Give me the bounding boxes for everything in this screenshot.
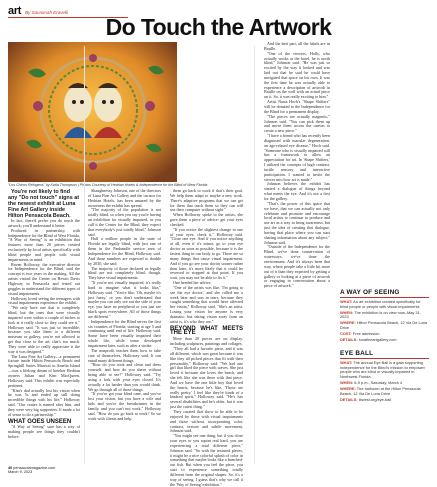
paragraph: And the best part, all the labels are in Braille. [264,41,330,51]
sidebar-link[interactable]: DETAILS: lunafineartgallery.com [340,337,397,343]
sidebar-line: WHERE: The ballroom at the Hilton Pensacola Beach, 12 Via De Luna Drive [340,386,421,396]
sidebar-line: WHAT: The annual Eye Ball is a gala supporting Independence for the Blind's mission to empower people who are blind or visually impaired in Northwest Florida [340,360,425,380]
artwork-illustration [8,42,177,182]
page-number: 40 [8,466,13,470]
paragraph: "If you notice the slightest change in one of your eyes, check it," Holloway said. "Close one eye. And if you notice anything at all, even if it's minor, go to your eye doctor as soon as possible, because it is the fastest thing in our body to go. There are so many things that cause visual impairment. And if you go see your doctor sooner rather than later, it's more likely that it could be reversed or stopped at that point. If you wait, you may not be able to fix it." [170,226,243,281]
sidebar-line: COST: Free admission [340,331,380,337]
photo-caption: "Los Chicos Refugeos" by Katia Thompson | Photos Courtesy of Hedrian Hotels & Independence for the Blind of West Florida [8,183,208,187]
event-sidebar [340,289,429,404]
subheading: BEYOND WHAT MEETS THE EYE [170,325,243,337]
column-3 [170,189,243,487]
paragraph: "I have a friend who has recently been diagnosed with macular degeneration, an age-related eye disease," Hoch said. "Someone who is visually impaired still has a framework to allow an appreciation for art. In 'Shape Shifters,' I utilized the concepts of high contrast, tactile sensory and interactive participation. I wanted to invite the viewer into how art is made." [264,133,330,182]
paragraph: "The majority of the population is not totally blind, so when you say you're having an exhibition for visually impaired, or you call it the Center for the Blind, they expect that everybody's just totally blind," Johnson said. [88,207,161,237]
section-label: art [8,5,22,17]
paragraph: Raven Holloway, the executive director for Independence for the Blind, said the concept is two years in the making. All the artists visited the Center on Hewitt Davis Highway in Pensacola and tested out goggles to understand the different types of visual impairments. [8,261,80,296]
paragraph: them go back to work if that's their goal. We help them adapt to maybe a new work. There's adaptive programs that we can get for them that teach them so they can still use their computer without sight." [170,188,243,213]
paragraph: The nonprofit teaches them how to take care of themselves, Holloway said. It can entail many different things. [88,347,161,363]
paragraph: Half a million people in the state of Florida are legally blind, with just one of them in the Panhandle service area of Independence for the Blind, Holloway said. And those numbers are expected to double by 2030, she said. [88,236,161,266]
lead-paragraph: You're not likely to find any "Do not touch" signs at the newest exhibit at Luna Fine Art Gallery inside Hilton Pensacola Beach. [8,189,79,219]
sidebar-line: WHAT: An art exhibition created specifically for blind people or people with visual impairments [340,299,421,309]
paragraph: "That's the power of this space that we have, that we can actually not only celebrate and promote and encourage local artists to continue to produce and use art as a way to bring awareness, but just the idea of creating that dialogue, having that place where you can start sharing information about any subject," Johnson said. [264,200,330,245]
paragraph: "The pieces are actually magnetic," Johnson said. "You can pick them up and move them across the canvas to create a new piece." [264,113,330,134]
paragraph: "We only have one that is completely blind, but the ones that were visually impaired were within a couple of inches to look at it really close so they could see it," Holloway said. "It was just so incredible, because you take them to a different museum or gallery, you're not allowed to get that close to the art; that's too much. They were able to really appreciate it the way it was designed." [8,305,80,354]
paragraph: More than 20 pieces are on display, including sculptures, paintings and collages. [170,336,243,347]
sidebar-line: WHERE: Hilton Pensacola Beach, 12 Via De Luna Drive [340,320,428,330]
issue-date: March 9, 2023 [8,470,33,475]
sidebar-line: WHEN: The exhibition is on view now–May 31, 2023 [340,309,421,320]
paragraph: "If you've got your blind cane, and you've lost your vision, but you have a wife and kids and you're the breadwinner in the family, and you can't not work," Holloway said. "How do you go back to work? So we work with clients and help [88,391,161,421]
publication-url: pensacolamagazine.com [13,466,56,470]
column-divider [254,46,255,464]
paragraph: "They all had a favorite piece, and it was all different, which was great because it was like they all picked pieces that fit with their personality," Holloway said. "We had one girl that liked the piece with waves. She just loved it because she loves the beach, and she felt like she was there with that piece. And we have the one little boy that loved the hearts, because he's like, 'Those are really pretty.' I feel like they're kinds of a kindred spirit," Holloway said. "He's has several disabilities and he's older, but it was just the cutest thing." [170,346,243,410]
page-footer [8,466,55,475]
paragraph: When Holloway spoke to the artists, she gave them a piece of advice: get your eyes checked. [170,212,243,227]
paragraph: "One of the viewers, Holly, who actually works at the hotel, he is north blind," Johnson said. "He was just so excited by the way it looked and was laid out that he said he could have navigated that space on his own. It was the first time he was actually able to experience a description of artwork in Braille on the wall with an actual piece on it. So, it was really exciting to him." [264,50,330,100]
byline: By Savannah Eravelli [25,9,68,15]
paragraph: Shaughnessy Johnson, one of the directors of Luna Fine Art Gallery and the curator for Hedrian Hotels, has been amazed by the awareness the exhibit has spread. [88,188,161,208]
paragraph: "Outside of the Independence for the Blind, we've done conservation of waterways, we've done the environment. And it's always been that way, where people take a little bit more out of it than they expected by getting a gallery or looking at a piece of artwork or engaging in conversation about a piece of artwork." [264,244,330,289]
paragraph: "If you're not visually impaired, it's really hard to imagine what it looks like," Holloway said. "You're like, 'Oh, maybe it's just fuzzy,' or you don't understand that maybe you can only see out the side of your eye, you have no peripheral or you just see black spots everywhere. All of those things are different." [88,280,161,319]
artwork-photo [8,42,177,182]
sidebar-title: EYE BALL [340,350,429,359]
paragraph: Johnson believes the exhibit has started a dialogue of things beyond what meets the eye. And it's not a first for the gallery. [264,181,330,201]
sidebar-line: WHEN: 6-9 p.m., Saturday, March 4 [340,380,403,386]
column-2 [88,189,161,422]
paragraph: "You might see one thing, but if you close your eyes or you squint real hard, you are experiencing a total different piece," Johnson said. "So with the textured pieces, it might be a nice colorful splash of color in something that maybe looks like a bunched-out fish. But when you feel the piece, you start to experience something totally different from the original shapes. So, it's a way of seeing. I guess that's why we call it the 'Way of Seeing' exhibition." [170,433,243,487]
paragraph: "How do you cook and clean and dress yourself, and how do you shave without being able to see?" Holloway said. "Try using a fork with your eyes closed. It's actually a lot harder than you would think. We go through all of those things. [88,362,161,392]
paragraph: "A Way of Seeing" sure has a way of making people see things they couldn't before. [8,424,80,440]
column-divider [84,46,85,464]
paragraph: Artist Nasta Hoch's "Shape Shifters" will be donated to the Independence for the Blind for a permanent display. [264,99,330,114]
paragraph: Produced in partnership with Independence for the Blind of West Florida, "A Way of Seeing" is an exhibition that features more than 20 pieces created exclusively by local artists specifically with blind people and people with visual impairments in mind. [8,227,81,262]
headline: Do Touch the Artwork [105,14,332,40]
sidebar-link[interactable]: DETAILS: ibwest.org/eye-ball [340,396,392,402]
paragraph: The Luna Fine Art Gallery—a permanent fixture inside Hilton Pensacola Beach and Springhill Suites Marriott in Amelia Island—was a lifelong dream of hotelier Hedrian owners Julian and Kim MacQueen, Holloway said. This exhibit was especially pertinent. [8,353,80,388]
paragraph: Holloway loved seeing the teenagers with visual impairments experience the exhibit. [8,295,80,306]
subheading: WHAT GOES UNSEEN [8,418,72,425]
paragraph: "Kim's dad actually lost his vision when he was 5s and ended up still doing incredible things with his life," Holloway said. "Our center is named after him, and they were very big supporters. It made a lot of sense to do a partnership." [8,387,80,417]
paragraph: The majority of those declared as legally blind are not completely blind, though. They have visual impairments. [88,265,161,281]
sidebar-title: A WAY OF SEEING [340,289,429,298]
paragraph: In fact, there'd prefer you do touch the artwork; you'll understand it better. [8,218,80,228]
paragraph: "One of the artists was like, 'I'm going to see the eye doctor,' and she called me a week later and was in tears, because they caught something that would have affected her vision," Holloway said. "She's an artist. Losing your vision for anyone is very dramatic, but taking vision away from an artist is, it's who they are." [170,284,243,324]
column-4 [264,42,330,289]
paragraph: One heeded her advice. [173,280,212,286]
column-1 [8,189,80,440]
paragraph: They curated that show to be able to be enjoyed by those with visual impairments and those without, incorporating color, contrast, texture and subtle movement, Johnson said. [170,408,243,434]
paragraph: Independence for the Blind serves the first six counties of Florida, starting at age 5 and continuing until end of life, Holloway said. Some have been visually impaired their whole life, while some developed impairment later, such as after a stroke. [88,318,161,348]
